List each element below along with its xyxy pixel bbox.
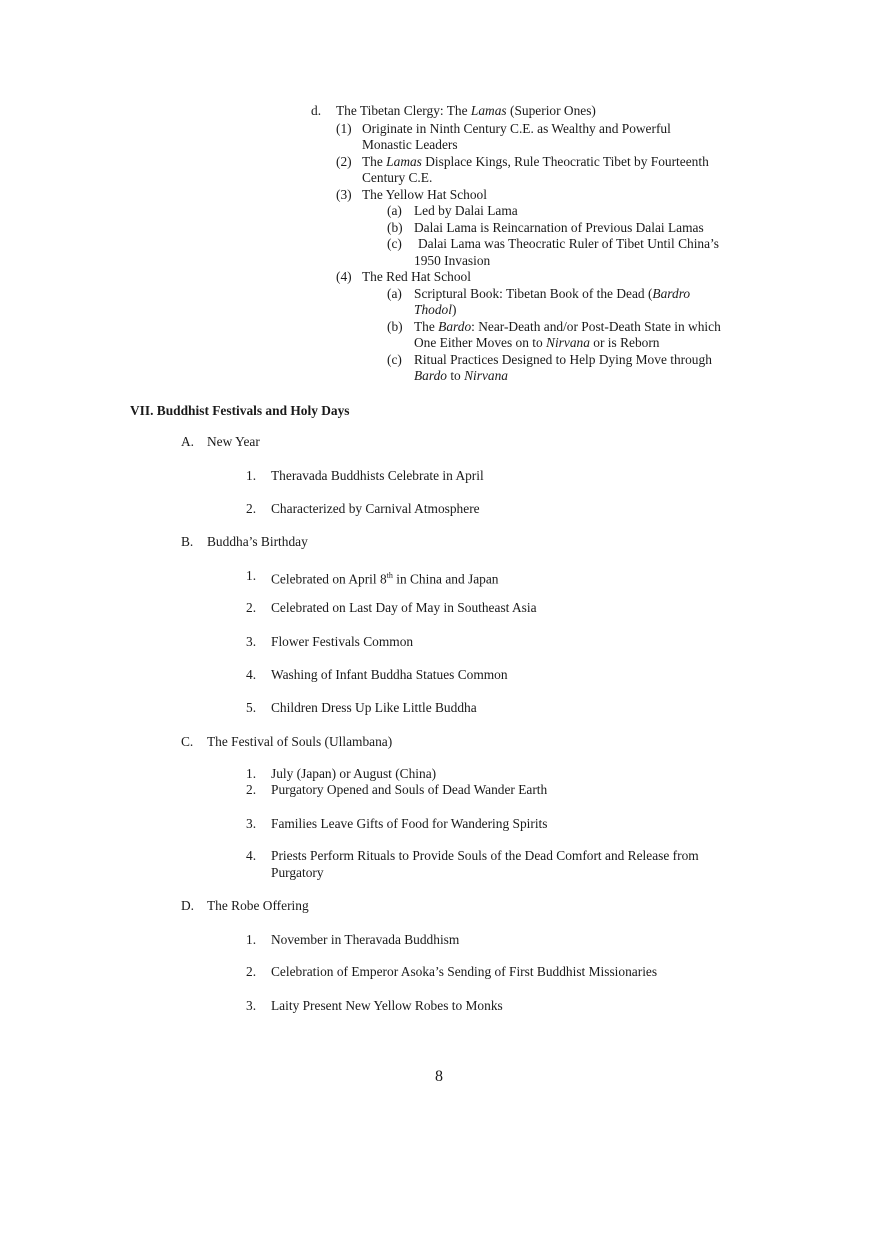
list-item-text: November in Theravada Buddhism	[271, 932, 460, 947]
list-item-text: Characterized by Carnival Atmosphere	[271, 501, 480, 516]
outline-marker: 3.	[246, 998, 257, 1013]
outline-item-text: The Red Hat School	[362, 269, 471, 284]
outline-item-text: The Lamas Displace Kings, Rule Theocratic Tibet by Fourteenth	[362, 154, 709, 169]
outline-marker: 4.	[246, 667, 257, 682]
list-item-text: Celebration of Emperor Asoka’s Sending of First Buddhist Missionaries	[271, 964, 658, 979]
outline-marker: 1.	[246, 932, 257, 947]
outline-marker: D.	[181, 898, 195, 913]
outline-marker: (3)	[336, 187, 352, 202]
outline-marker: C.	[181, 734, 194, 749]
outline-marker: B.	[181, 534, 194, 549]
outline-marker: (a)	[387, 286, 402, 301]
outline-marker: 4.	[246, 848, 257, 863]
outline-subitem-text: Led by Dalai Lama	[414, 203, 518, 218]
outline-heading-d2: The Robe Offering	[207, 898, 309, 913]
outline-marker: 2.	[246, 782, 257, 797]
outline-marker: (1)	[336, 121, 352, 136]
outline-item-text: Monastic Leaders	[362, 137, 458, 152]
outline-marker: 2.	[246, 600, 257, 615]
outline-marker: 2.	[246, 964, 257, 979]
outline-marker: 1.	[246, 468, 257, 483]
outline-marker: (2)	[336, 154, 352, 169]
outline-marker: (c)	[387, 236, 402, 251]
list-item-text: Families Leave Gifts of Food for Wandering Spirits	[271, 816, 548, 831]
outline-subitem-text: Ritual Practices Designed to Help Dying Move through	[414, 352, 712, 367]
list-item-text: Celebrated on Last Day of May in Southeast Asia	[271, 600, 537, 615]
outline-subitem-text: The Bardo: Near-Death and/or Post-Death State in which	[414, 319, 721, 334]
outline-marker: 3.	[246, 634, 257, 649]
outline-marker: 1.	[246, 568, 257, 583]
outline-heading-c: The Festival of Souls (Ullambana)	[207, 734, 393, 749]
list-item-text: Celebrated on April 8th in China and Japan	[271, 571, 499, 587]
outline-item-text: Century C.E.	[362, 170, 433, 185]
outline-subitem-text: Dalai Lama is Reincarnation of Previous Dalai Lamas	[414, 220, 704, 235]
section-heading: VII. Buddhist Festivals and Holy Days	[130, 403, 350, 418]
list-item-text: Purgatory	[271, 865, 324, 880]
outline-marker: d.	[311, 103, 322, 118]
outline-marker: 1.	[246, 766, 257, 781]
outline-heading-d: The Tibetan Clergy: The Lamas (Superior Ones)	[336, 103, 596, 118]
outline-heading-b: Buddha’s Birthday	[207, 534, 308, 549]
outline-subitem-text: 1950 Invasion	[414, 253, 491, 268]
outline-subitem-text: Scriptural Book: Tibetan Book of the Dead (Bardro	[414, 286, 691, 301]
list-item-text: Priests Perform Rituals to Provide Souls of the Dead Comfort and Release from	[271, 848, 699, 863]
outline-marker: (b)	[387, 220, 403, 235]
outline-marker: (4)	[336, 269, 352, 284]
outline-marker: 3.	[246, 816, 257, 831]
list-item-text: Theravada Buddhists Celebrate in April	[271, 468, 484, 483]
outline-marker: A.	[181, 434, 195, 449]
outline-item-text: The Yellow Hat School	[362, 187, 487, 202]
outline-item-text: Originate in Ninth Century C.E. as Wealthy and Powerful	[362, 121, 671, 136]
outline-subitem-text: Bardo to Nirvana	[414, 368, 509, 383]
outline-marker: 2.	[246, 501, 257, 516]
outline-subitem-text: One Either Moves on to Nirvana or is Reborn	[414, 335, 660, 350]
list-item-text: Washing of Infant Buddha Statues Common	[271, 667, 508, 682]
outline-subitem-text: Thodol)	[414, 302, 457, 317]
outline-heading-a: New Year	[207, 434, 260, 449]
list-item-text: Flower Festivals Common	[271, 634, 414, 649]
outline-marker: (c)	[387, 352, 402, 367]
outline-marker: 5.	[246, 700, 257, 715]
outline-subitem-text: Dalai Lama was Theocratic Ruler of Tibet Until China’s	[418, 236, 719, 251]
list-item-text: Children Dress Up Like Little Buddha	[271, 700, 477, 715]
list-item-text: July (Japan) or August (China)	[271, 766, 437, 781]
outline-marker: (b)	[387, 319, 403, 334]
list-item-text: Laity Present New Yellow Robes to Monks	[271, 998, 503, 1013]
page-number: 8	[435, 1068, 443, 1085]
outline-marker: (a)	[387, 203, 402, 218]
list-item-text: Purgatory Opened and Souls of Dead Wander Earth	[271, 782, 548, 797]
